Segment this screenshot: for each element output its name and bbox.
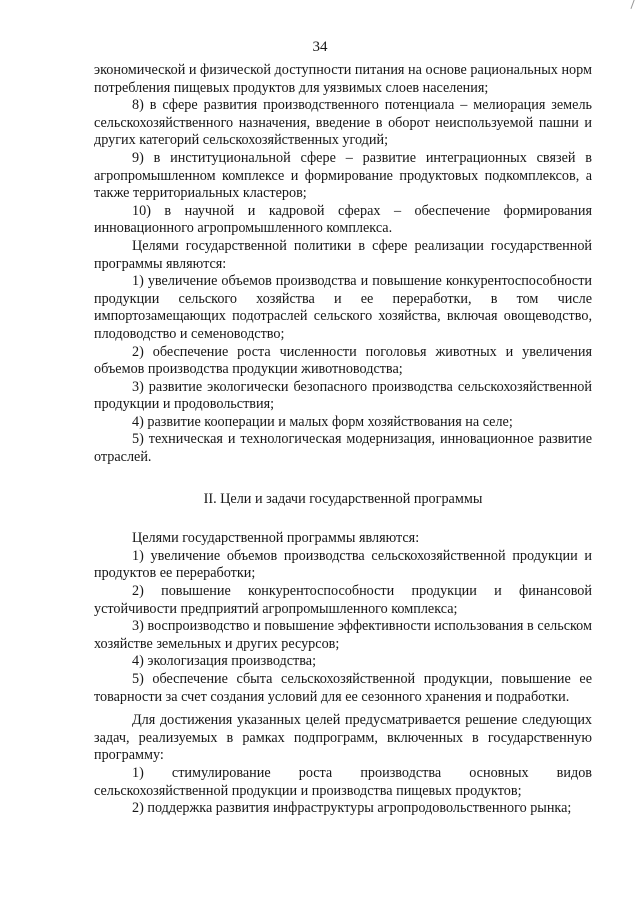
paragraph: 2) обеспечение роста численности поголовья животных и увеличения объемов производства продукции животноводства; — [94, 343, 592, 378]
paragraph: 1) стимулирование роста производства основных видов сельскохозяйственной продукции и производства пищевых продуктов; — [94, 764, 592, 799]
paragraph: 1) увеличение объемов производства и повышение конкурентоспособности продукции сельского хозяйства и ее переработки, в том числе импортозамещающих подотраслей сельского хозяйства, включая овощеводство, плодоводство и семеноводство; — [94, 273, 592, 342]
paragraph: 4) экологизация производства; — [132, 653, 317, 670]
paragraph: Для достижения указанных целей предусматривается решение следующих задач, реализуемых в рамках подпрограмм, включенных в государственную программу: — [94, 712, 592, 764]
paragraph: Целями государственной программы являются: — [132, 530, 420, 547]
scan-mark — [630, 0, 639, 11]
paragraph: 5) обеспечение сбыта сельскохозяйственной продукции, повышение ее товарности за счет создания условий для ее сезонного хранения и подработки. — [94, 671, 592, 705]
paragraph: 5) техническая и технологическая модернизация, инновационное развитие отраслей. — [94, 431, 592, 466]
paragraph: 10) в научной и кадровой сферах – обеспечение формирования инновационного агропромышленного комплекса. — [94, 202, 592, 237]
paragraph: экономической и физической доступности питания на основе рациональных норм потребления пищевых продуктов для уязвимых слоев населения; — [94, 62, 592, 96]
paragraph: 4) развитие кооперации и малых форм хозяйствования на селе; — [132, 413, 513, 430]
paragraph: 3) развитие экологически безопасного производства сельскохозяйственной продукции и продовольствия; — [94, 378, 592, 413]
paragraph: 3) воспроизводство и повышение эффективности использования в сельском хозяйстве земельных и других ресурсов; — [94, 618, 592, 652]
paragraph: Целями государственной политики в сфере реализации государственной программы являются: — [94, 237, 592, 272]
paragraph: 1) увеличение объемов производства сельскохозяйственной продукции и продуктов ее переработки; — [94, 547, 592, 582]
paragraph: 2) поддержка развития инфраструктуры агропродовольственного рынка; — [132, 800, 572, 817]
paragraph: 2) повышение конкурентоспособности продукции и финансовой устойчивости предприятий агропромышленного комплекса; — [94, 583, 592, 617]
paragraph: 8) в сфере развития производственного потенциала – мелиорация земель сельскохозяйственного назначения, введение в оборот неиспользуемой пашни и других категорий сельскохозяйственных угодий; — [94, 97, 592, 149]
page-number: 34 — [312, 39, 328, 55]
document-body — [94, 62, 592, 818]
paragraph: 9) в институциональной сфере – развитие интеграционных связей в агропромышленном комплексе и формирование продуктовых подкомплексов, а также территориальных кластеров; — [94, 149, 592, 202]
section-heading: II. Цели и задачи государственной программы — [203, 490, 483, 507]
